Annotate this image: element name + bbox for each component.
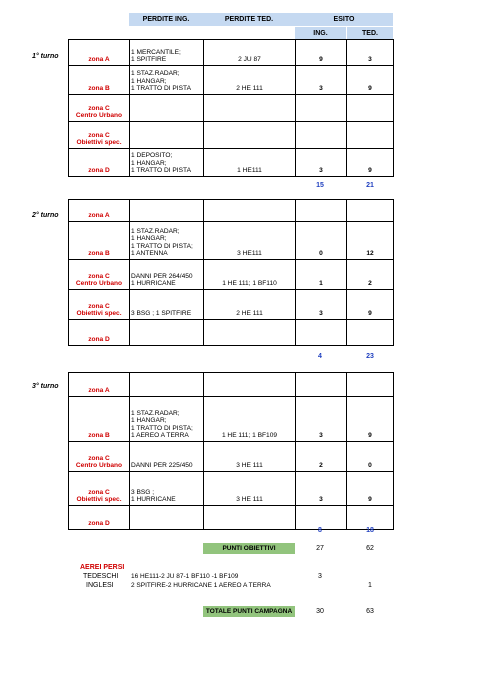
perdite-ing-cell: DANNI PER 264/450 1 HURRICANE [130,260,204,290]
esito-ted-cell: 9 [347,472,394,506]
esito-ing-cell [296,373,347,397]
esito-ing-cell [296,506,347,530]
esito-ing-cell: 1 [296,260,347,290]
perdite-ted-cell [204,122,296,149]
perdite-ing-cell: DANNI PER 225/450 [130,442,204,472]
zone-cell: zona A [69,200,130,222]
perdite-ted-cell: 2 HE 111 [204,66,296,95]
perdite-ted-cell: 3 HE 111 [204,442,296,472]
turn-3-total-ted: 18 [366,527,374,534]
zone-cell: zona C Obiettivi spec. [69,290,130,320]
perdite-ing-cell [130,320,204,346]
esito-ted-cell: 2 [347,260,394,290]
esito-ted-cell: 12 [347,222,394,260]
totale-punti-label: TOTALE PUNTI CAMPAGNA [203,606,295,617]
turn-3-table [68,372,394,530]
perdite-ted-cell: 2 HE 111 [204,290,296,320]
table-row [69,95,394,122]
perdite-ted-cell [204,506,296,530]
table-row [69,290,394,320]
table-row [69,40,394,66]
tedeschi-label: TEDESCHI [83,573,119,580]
turn-2-total-ted: 23 [366,353,374,360]
esito-ing-cell: 3 [296,397,347,442]
perdite-ted-cell: 1 HE 111; 1 BF109 [204,397,296,442]
punti-obiettivi-label: PUNTI OBIETTIVI [203,543,295,554]
esito-ing-cell: 3 [296,149,347,177]
esito-ted-cell [347,320,394,346]
zone-cell: zona C Centro Urbano [69,442,130,472]
aerei-persi-title: AEREI PERSI [80,564,125,571]
perdite-ing-cell: 1 STAZ.RADAR; 1 HANGAR; 1 TRATTO DI PISTA [130,66,204,95]
turn-2-total-ing: 4 [318,353,322,360]
zone-cell: zona D [69,149,130,177]
table-row [69,373,394,397]
totale-ing: 30 [316,608,324,615]
esito-ted-cell: 9 [347,290,394,320]
perdite-ing-cell: 1 STAZ.RADAR; 1 HANGAR; 1 TRATTO DI PISTA; 1 ANTENNA [130,222,204,260]
turn-1-total-ing: 15 [316,182,324,189]
perdite-ing-cell [130,506,204,530]
perdite-ing-cell: 1 STAZ.RADAR; 1 HANGAR; 1 TRATTO DI PISTA; 1 AEREO A TERRA [130,397,204,442]
table-row [69,149,394,177]
esito-ing-cell [296,200,347,222]
punti-obiettivi-ing: 27 [316,545,324,552]
table-row [69,66,394,95]
turn-3-total-ing: 8 [318,527,322,534]
totale-ted: 63 [366,608,374,615]
esito-ing-cell: 3 [296,66,347,95]
zone-cell: zona A [69,40,130,66]
zone-cell: zona C Centro Urbano [69,260,130,290]
esito-ted-cell [347,373,394,397]
perdite-ing-cell [130,122,204,149]
perdite-ted-cell [204,320,296,346]
punti-obiettivi-ted: 62 [366,545,374,552]
table-row [69,506,394,530]
table-row [69,472,394,506]
perdite-ted-cell: 3 HE111 [204,222,296,260]
esito-ted-cell: 9 [347,66,394,95]
turn-2-table [68,199,394,346]
turn-1-table [68,39,394,177]
zone-cell: zona B [69,222,130,260]
perdite-ing-cell: 3 BSG ; 1 SPITFIRE [130,290,204,320]
esito-ing-cell: 2 [296,442,347,472]
esito-ted-cell [347,95,394,122]
perdite-ing-cell [130,200,204,222]
header-ing: ING. [295,26,346,39]
esito-ing-cell: 3 [296,472,347,506]
header-perdite-ing: PERDITE ING. [129,13,203,26]
table-row [69,442,394,472]
esito-ted-cell [347,122,394,149]
esito-ing-cell: 0 [296,222,347,260]
header-esito: ESITO [295,13,393,26]
zone-cell: zona C Obiettivi spec. [69,122,130,149]
perdite-ted-cell: 2 JU 87 [204,40,296,66]
table-row [69,200,394,222]
esito-ing-cell [296,95,347,122]
esito-ing-cell: 9 [296,40,347,66]
tedeschi-value: 3 [318,573,322,580]
zone-cell: zona C Obiettivi spec. [69,472,130,506]
esito-ted-cell [347,200,394,222]
table-row [69,320,394,346]
esito-ted-cell: 3 [347,40,394,66]
inglesi-label: INGLESI [86,582,114,589]
perdite-ted-cell [204,95,296,122]
esito-ted-cell: 0 [347,442,394,472]
perdite-ing-cell: 1 DEPOSITO; 1 HANGAR; 1 TRATTO DI PISTA [130,149,204,177]
zone-cell: zona B [69,397,130,442]
esito-ted-cell [347,506,394,530]
zone-cell: zona D [69,320,130,346]
perdite-ing-cell [130,373,204,397]
zone-cell: zona D [69,506,130,530]
zone-cell: zona C Centro Urbano [69,95,130,122]
esito-ted-cell: 9 [347,397,394,442]
esito-ing-cell [296,320,347,346]
perdite-ing-cell: 1 MERCANTILE; 1 SPITFIRE [130,40,204,66]
perdite-ted-cell [204,373,296,397]
header-perdite-ted: PERDITE TED. [203,13,295,26]
esito-ted-cell: 9 [347,149,394,177]
tedeschi-detail: 16 HE111-2 JU 87-1 BF110 -1 BF109 [131,573,239,580]
zone-cell: zona A [69,373,130,397]
turn-1-label: 1° turno [32,53,59,60]
table-row [69,260,394,290]
perdite-ted-cell: 1 HE111 [204,149,296,177]
table-row [69,222,394,260]
esito-ing-cell [296,122,347,149]
perdite-ted-cell: 3 HE 111 [204,472,296,506]
perdite-ted-cell [204,200,296,222]
header-ted: TED. [346,26,393,39]
turn-3-label: 3° turno [32,383,59,390]
zone-cell: zona B [69,66,130,95]
perdite-ted-cell: 1 HE 111; 1 BF110 [204,260,296,290]
inglesi-value: 1 [368,582,372,589]
turn-1-total-ted: 21 [366,182,374,189]
turn-2-label: 2° turno [32,212,59,219]
esito-ing-cell: 3 [296,290,347,320]
perdite-ing-cell [130,95,204,122]
table-row [69,122,394,149]
perdite-ing-cell: 3 BSG ; 1 HURRICANE [130,472,204,506]
inglesi-detail: 2 SPITFIRE-2 HURRICANE 1 AEREO A TERRA [131,582,271,589]
table-row [69,397,394,442]
